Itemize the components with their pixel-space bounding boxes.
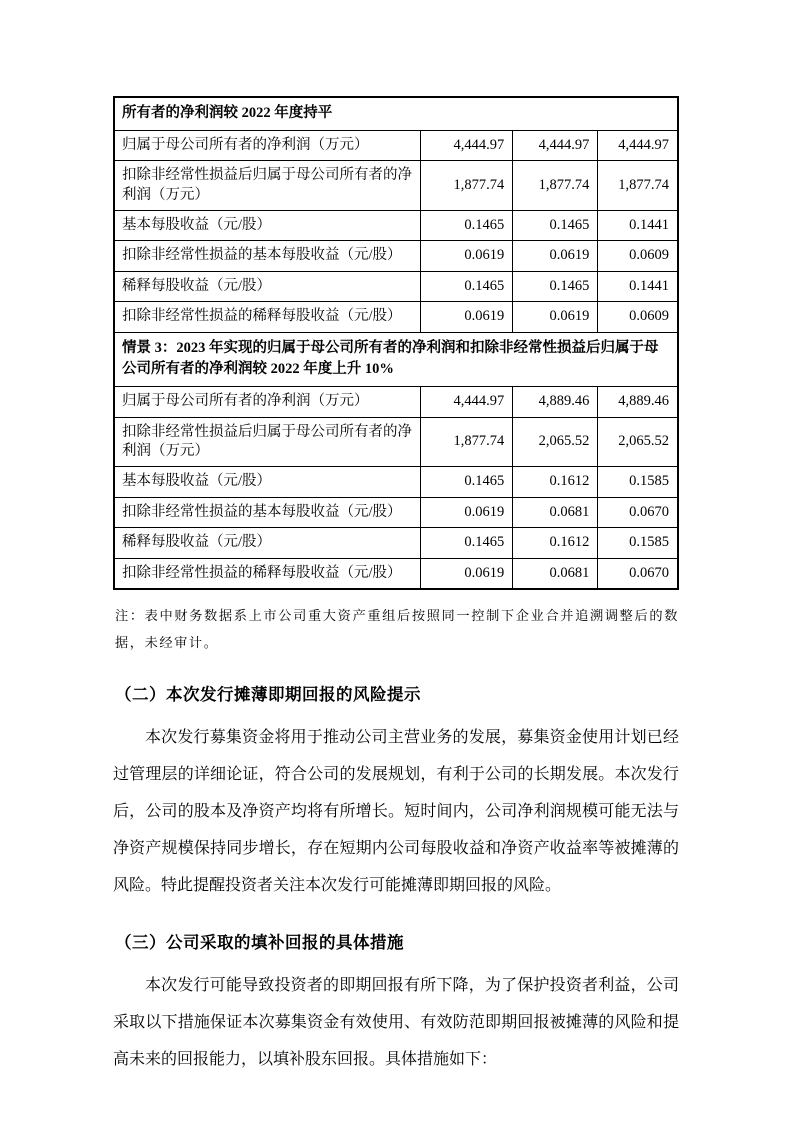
- section-heading-risk-warning: （二）本次发行摊薄即期回报的风险提示: [115, 686, 421, 705]
- table-section-header: 情景 3：2023 年实现的归属于母公司所有者的净利润和扣除非经常性损益后归属于母公司所有者的净利润较 2022 年度上升 10%: [114, 332, 678, 387]
- value-cell: 2,065.52: [513, 417, 598, 467]
- value-cell: 0.0619: [513, 241, 598, 271]
- value-cell: 1,877.74: [598, 161, 678, 211]
- value-cell: 0.1465: [421, 211, 513, 241]
- row-label: 基本每股收益（元/股）: [114, 211, 421, 241]
- value-cell: 4,444.97: [421, 387, 513, 417]
- value-cell: 0.1465: [421, 467, 513, 497]
- body-paragraph: 本次发行可能导致投资者的即期回报有所下降，为了保护投资者利益，公司采取以下措施保证本次募集资金有效使用、有效防范即期回报被摊薄的风险和提高未来的回报能力，以填补股东回报。具体措施如下：: [113, 977, 679, 1069]
- value-cell: 0.1441: [598, 211, 678, 241]
- value-cell: 0.1612: [513, 528, 598, 558]
- row-label: 扣除非经常性损益的稀释每股收益（元/股）: [114, 302, 421, 332]
- row-label: 扣除非经常性损益后归属于母公司所有者的净利润（万元）: [114, 161, 421, 211]
- table-row: [114, 528, 678, 558]
- value-cell: 1,877.74: [421, 417, 513, 467]
- table-row: [114, 271, 678, 301]
- value-cell: 0.0609: [598, 302, 678, 332]
- table-row: [114, 302, 678, 332]
- table-row: [114, 467, 678, 497]
- value-cell: 0.0670: [598, 497, 678, 527]
- table-row: [114, 130, 678, 160]
- value-cell: 0.0619: [421, 497, 513, 527]
- table-section-header: 所有者的净利润较 2022 年度持平: [114, 97, 678, 130]
- value-cell: 0.0619: [421, 558, 513, 589]
- row-label: 稀释每股收益（元/股）: [114, 271, 421, 301]
- value-cell: 4,444.97: [421, 130, 513, 160]
- value-cell: 0.1465: [513, 271, 598, 301]
- table-row: [114, 161, 678, 211]
- value-cell: 2,065.52: [598, 417, 678, 467]
- section-heading-remedial-measures: （三）公司采取的填补回报的具体措施: [115, 934, 404, 953]
- value-cell: 0.0681: [513, 497, 598, 527]
- row-label: 扣除非经常性损益的稀释每股收益（元/股）: [114, 558, 421, 589]
- value-cell: 0.1612: [513, 467, 598, 497]
- value-cell: 0.0619: [421, 241, 513, 271]
- table-section-header-row: [114, 97, 678, 130]
- table-section-header-row: [114, 332, 678, 387]
- value-cell: 0.1465: [421, 271, 513, 301]
- row-label: 归属于母公司所有者的净利润（万元）: [114, 130, 421, 160]
- value-cell: 4,444.97: [598, 130, 678, 160]
- value-cell: 1,877.74: [421, 161, 513, 211]
- table-row: [114, 417, 678, 467]
- value-cell: 1,877.74: [513, 161, 598, 211]
- value-cell: 0.1585: [598, 528, 678, 558]
- value-cell: 0.1465: [513, 211, 598, 241]
- row-label: 扣除非经常性损益后归属于母公司所有者的净利润（万元）: [114, 417, 421, 467]
- value-cell: 4,444.97: [513, 130, 598, 160]
- row-label: 扣除非经常性损益的基本每股收益（元/股）: [114, 241, 421, 271]
- table-row: [114, 211, 678, 241]
- value-cell: 0.1585: [598, 467, 678, 497]
- value-cell: 0.0681: [513, 558, 598, 589]
- value-cell: 0.0609: [598, 241, 678, 271]
- table-row: [114, 387, 678, 417]
- financial-scenario-table: [113, 96, 679, 590]
- body-paragraph: 本次发行募集资金将用于推动公司主营业务的发展，募集资金使用计划已经过管理层的详细论证，符合公司的发展规划，有利于公司的长期发展。本次发行后，公司的股本及净资产均将有所增长。短时间内，公司净利润规模可能无法与净资产规模保持同步增长，存在短期内公司每股收益和净资产收益率等被摊薄的风险。特此提醒投资者关注本次发行可能摊薄即期回报的风险。: [113, 729, 679, 895]
- row-label: 稀释每股收益（元/股）: [114, 528, 421, 558]
- row-label: 归属于母公司所有者的净利润（万元）: [114, 387, 421, 417]
- table-note: 注：表中财务数据系上市公司重大资产重组后按照同一控制下企业合并追溯调整后的数据，未经审计。: [115, 608, 679, 651]
- table-row: [114, 558, 678, 589]
- value-cell: 4,889.46: [513, 387, 598, 417]
- value-cell: 0.1465: [421, 528, 513, 558]
- table-row: [114, 241, 678, 271]
- row-label: 基本每股收益（元/股）: [114, 467, 421, 497]
- value-cell: 0.0619: [421, 302, 513, 332]
- value-cell: 0.1441: [598, 271, 678, 301]
- table-row: [114, 497, 678, 527]
- value-cell: 0.0619: [513, 302, 598, 332]
- row-label: 扣除非经常性损益的基本每股收益（元/股）: [114, 497, 421, 527]
- value-cell: 4,889.46: [598, 387, 678, 417]
- value-cell: 0.0670: [598, 558, 678, 589]
